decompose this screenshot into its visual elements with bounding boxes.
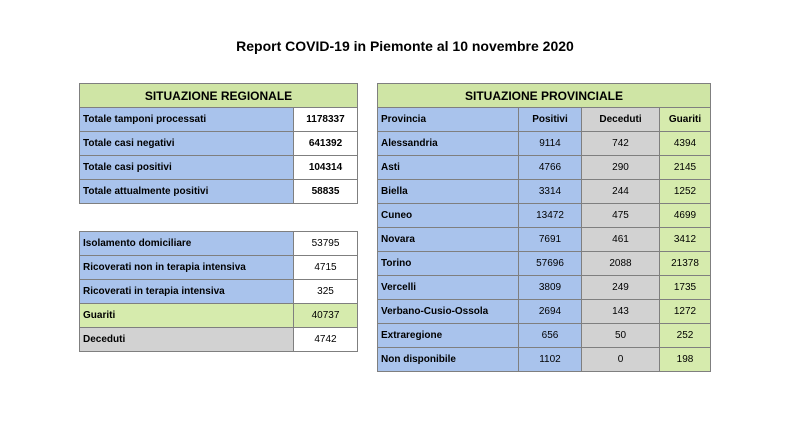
- deceduti-value: 2088: [582, 252, 660, 276]
- positivi-value: 4766: [519, 156, 582, 180]
- province-name: Extraregione: [378, 324, 519, 348]
- guariti-value: 1735: [660, 276, 711, 300]
- row-value: 53795: [294, 232, 358, 256]
- guariti-value: 4699: [660, 204, 711, 228]
- table-row: [378, 252, 711, 276]
- guariti-value: 1252: [660, 180, 711, 204]
- province-name: Biella: [378, 180, 519, 204]
- province-name: Non disponibile: [378, 348, 519, 372]
- deceduti-value: 50: [582, 324, 660, 348]
- table-row: [80, 256, 358, 280]
- guariti-value: 3412: [660, 228, 711, 252]
- table-row: [378, 300, 711, 324]
- positivi-value: 13472: [519, 204, 582, 228]
- positivi-value: 7691: [519, 228, 582, 252]
- table-row: [378, 156, 711, 180]
- table-row: [378, 132, 711, 156]
- row-label: Totale attualmente positivi: [80, 180, 294, 204]
- table-row: [80, 304, 358, 328]
- row-label: Guariti: [80, 304, 294, 328]
- province-name: Vercelli: [378, 276, 519, 300]
- positivi-value: 656: [519, 324, 582, 348]
- province-name: Asti: [378, 156, 519, 180]
- column-header: Deceduti: [582, 108, 660, 132]
- table-row: [80, 156, 358, 180]
- guariti-value: 252: [660, 324, 711, 348]
- column-header-row: [378, 108, 711, 132]
- row-value: 40737: [294, 304, 358, 328]
- row-value: 58835: [294, 180, 358, 204]
- deceduti-value: 244: [582, 180, 660, 204]
- row-value: 4742: [294, 328, 358, 352]
- regional-header: SITUAZIONE REGIONALE: [80, 84, 358, 108]
- positivi-value: 57696: [519, 252, 582, 276]
- province-name: Cuneo: [378, 204, 519, 228]
- row-label: Deceduti: [80, 328, 294, 352]
- table-row: [378, 204, 711, 228]
- table-row: [80, 108, 358, 132]
- table-row: [378, 228, 711, 252]
- positivi-value: 9114: [519, 132, 582, 156]
- table-row: [378, 276, 711, 300]
- provincial-table: [377, 83, 711, 372]
- row-value: 1178337: [294, 108, 358, 132]
- guariti-value: 4394: [660, 132, 711, 156]
- row-label: Ricoverati non in terapia intensiva: [80, 256, 294, 280]
- provincial-header-row: [378, 84, 711, 108]
- row-label: Isolamento domiciliare: [80, 232, 294, 256]
- row-value: 4715: [294, 256, 358, 280]
- table-row: [378, 324, 711, 348]
- regional-table: [79, 83, 358, 204]
- table-row: [80, 232, 358, 256]
- row-label: Totale casi negativi: [80, 132, 294, 156]
- guariti-value: 1272: [660, 300, 711, 324]
- deceduti-value: 461: [582, 228, 660, 252]
- table-row: [80, 132, 358, 156]
- positivi-value: 3314: [519, 180, 582, 204]
- deceduti-value: 290: [582, 156, 660, 180]
- table-row: [80, 328, 358, 352]
- deceduti-value: 0: [582, 348, 660, 372]
- guariti-value: 2145: [660, 156, 711, 180]
- row-value: 641392: [294, 132, 358, 156]
- column-header: Provincia: [378, 108, 519, 132]
- row-value: 325: [294, 280, 358, 304]
- deceduti-value: 249: [582, 276, 660, 300]
- row-label: Ricoverati in terapia intensiva: [80, 280, 294, 304]
- positivi-value: 1102: [519, 348, 582, 372]
- province-name: Torino: [378, 252, 519, 276]
- regional-header-row: [80, 84, 358, 108]
- deceduti-value: 143: [582, 300, 660, 324]
- deceduti-value: 742: [582, 132, 660, 156]
- table-row: [378, 180, 711, 204]
- positivi-value: 3809: [519, 276, 582, 300]
- province-name: Alessandria: [378, 132, 519, 156]
- row-value: 104314: [294, 156, 358, 180]
- province-name: Novara: [378, 228, 519, 252]
- guariti-value: 21378: [660, 252, 711, 276]
- deceduti-value: 475: [582, 204, 660, 228]
- row-label: Totale casi positivi: [80, 156, 294, 180]
- table-row: [378, 348, 711, 372]
- table-row: [80, 180, 358, 204]
- regional-breakdown-table: [79, 231, 358, 352]
- column-header: Guariti: [660, 108, 711, 132]
- report-title: Report COVID-19 in Piemonte al 10 novembre 2020: [236, 38, 574, 54]
- provincial-header: SITUAZIONE PROVINCIALE: [378, 84, 711, 108]
- row-label: Totale tamponi processati: [80, 108, 294, 132]
- column-header: Positivi: [519, 108, 582, 132]
- positivi-value: 2694: [519, 300, 582, 324]
- table-row: [80, 280, 358, 304]
- guariti-value: 198: [660, 348, 711, 372]
- province-name: Verbano-Cusio-Ossola: [378, 300, 519, 324]
